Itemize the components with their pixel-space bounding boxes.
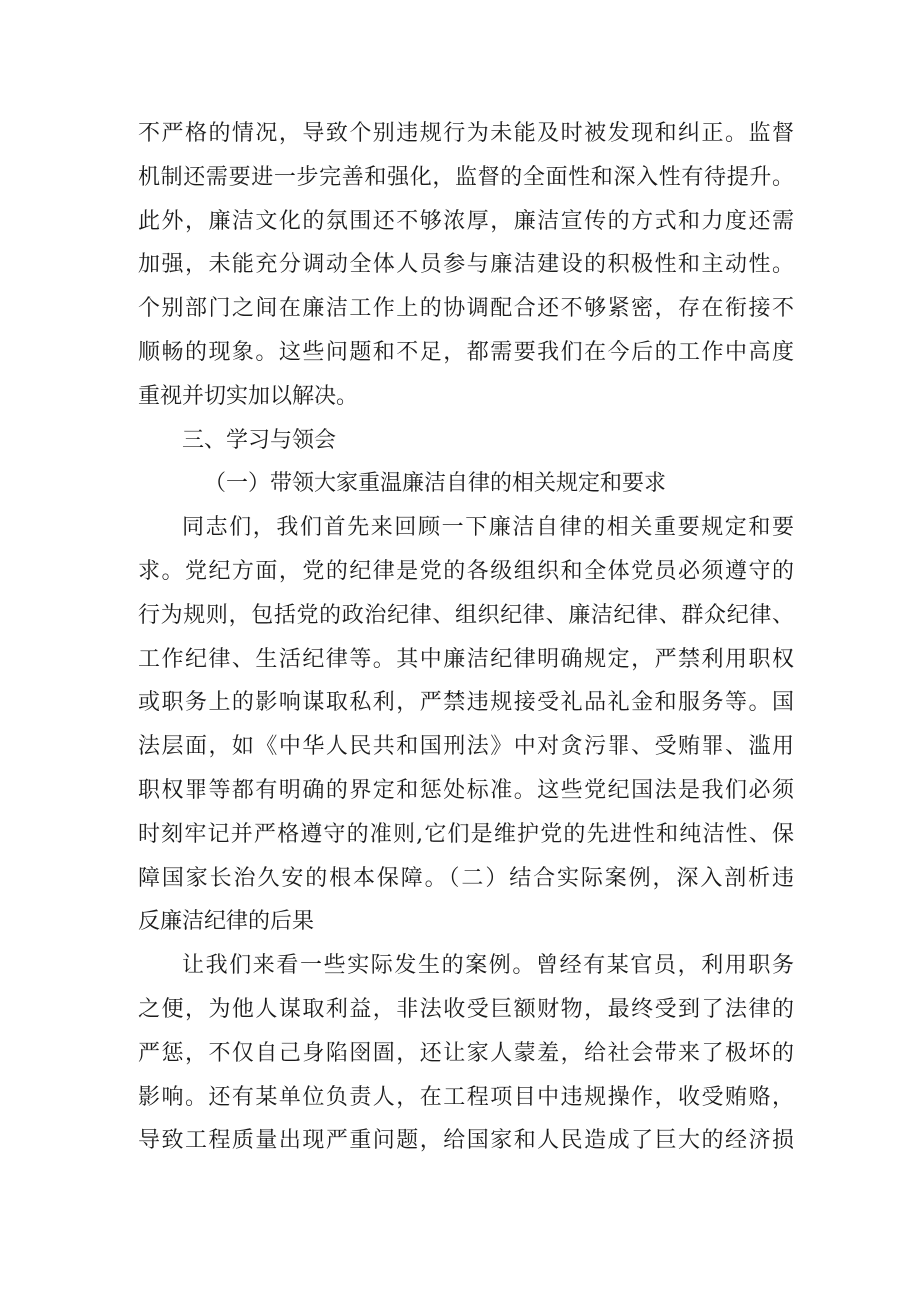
text-line: 反廉洁纪律的后果 [138,909,315,935]
text-line: 加强，未能充分调动全体人员参与廉洁建设的积极性和主动性。 [138,252,794,278]
text-line: 三、学习与领会 [182,427,337,453]
text-line: 此外，廉洁文化的氛围还不够浓厚，廉洁宣传的方式和力度还需 [138,208,794,234]
text-line: 影响。还有某单位负责人，在工程项目中违规操作，收受贿赂， [138,1084,794,1110]
text-line: 职权罪等都有明确的界定和惩处标准。这些党纪国法是我们必须 [138,777,794,803]
text-line: 顺畅的现象。这些问题和不足，都需要我们在今后的工作中高度 [138,339,794,365]
text-line: 法层面，如《中华人民共和国刑法》中对贪污罪、受贿罪、滥用 [138,734,794,760]
text-line: 不严格的情况，导致个别违规行为未能及时被发现和纠正。监督 [138,121,794,146]
text-line: 导致工程质量出现严重问题，给国家和人民造成了巨大的经济损 [138,1128,794,1154]
text-line: 让我们来看一些实际发生的案例。曾经有某官员，利用职务 [182,953,794,979]
text-line: 工作纪律、生活纪律等。其中廉洁纪律明确规定，严禁利用职权 [138,646,794,672]
text-line: 之便，为他人谋取利益，非法收受巨额财物，最终受到了法律的 [138,996,794,1022]
text-line: 严惩，不仅自己身陷囹圄，还让家人蒙羞，给社会带来了极坏的 [138,1040,794,1066]
text-line: 障国家长治久安的根本保障。（二）结合实际案例，深入剖析违 [138,865,794,891]
text-line: 个别部门之间在廉洁工作上的协调配合还不够紧密，存在衔接不 [138,296,794,322]
text-line: （一）带领大家重温廉洁自律的相关规定和要求 [204,471,667,497]
text-line: 行为规则，包括党的政治纪律、组织纪律、廉洁纪律、群众纪律、 [138,602,794,628]
text-line: 同志们，我们首先来回顾一下廉洁自律的相关重要规定和要 [182,515,794,541]
text-line: 或职务上的影响谋取私利，严禁违规接受礼品礼金和服务等。国 [138,690,794,716]
text-line: 时刻牢记并严格遵守的准则,它们是维护党的先进性和纯洁性、保 [138,821,794,847]
text-line: 求。党纪方面，党的纪律是党的各级组织和全体党员必须遵守的 [138,558,794,584]
text-line: 重视并切实加以解决。 [138,383,359,409]
text-line: 机制还需要进一步完善和强化，监督的全面性和深入性有待提升。 [138,164,794,190]
document-body [138,112,794,1163]
